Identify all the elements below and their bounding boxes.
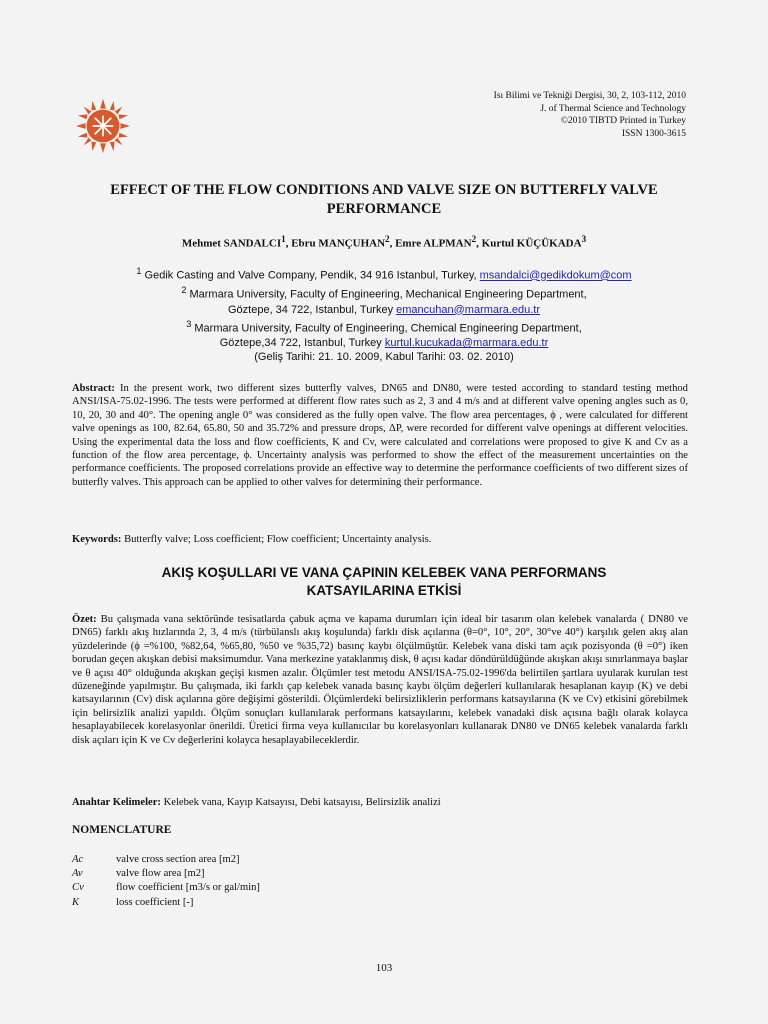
ozet-text: Bu çalışmada vana sektöründe tesisatlarda çabuk açma ve kapama durumları için ideal bir tasarım olan kelebek vanalarda ( DN80 ve DN65) farklı akış hızlarında 2, 3, 4 m/s (türbülanslı akış koşulunda) farklı disk açılarına (θ=0°, 10°, 20°, 30°ve 40°) karşılık gelen akış alan yüzdelerinde (ϕ =%100, %82,64, %65,80, %50 ve %35,72) basınç kaybı ölçülmüştür. Kelebek vana diski tam açık pozisyonda (θ =0°) iken borudan geçen akışkan debisi maksimumdur. Vana merkezine yataklanmış disk, θ açısı kadar döndürüldüğünde akışkan akışı sınırlanmaya başlar ve θ açısı 40° olduğunda akışkan geçişi kısmen azalır. Ölçümler test metodu ANSI/ISA-75.02-1996'da belirtilen şartlara uyularak kurulan test düzeneğinde yapılmıştır. Bu çalışmada, iki farklı çap kelebek vanada basınç kaybı ölçüm değerleri kullanılarak hesaplanan kayıp (K) ve debi katsayılarının (Cv) disk açılarına göre değişimi gösterildi. Ölçümlerdeki belirsizliklerin performans katsayılarına (K ve Cv) etkisini görebilmek için belirsizlik analizi yapıldı. Ölçüm sonuçları kullanılarak performans katsayılarını, kelebek vanadaki disk açısına bağlı olarak kolayca hesaplayabilecek korelasyonlar önerildi. Üretici firma veya kullanıcılar bu korelasyonları kullanarak DN80 ve DN65 kelebek vanalarda farklı disk açıları için K ve Cv değerlerini kolayca hesaplayabileceklerdir. (72, 614, 688, 746)
author-list: Mehmet SANDALCI$^1$, Ebru MANÇUHAN$^2$, Emre ALPMAN$^2$, Kurtul KÜÇÜKADA$^3$ (181, 234, 587, 250)
submission-dates: (Geliş Tarihi: 21. 10. 2009, Kabul Tarihi: 03. 02. 2010) (254, 351, 514, 363)
paper-title-line2: PERFORMANCE (326, 201, 442, 217)
nomenclature-desc: valve flow area [m2] (116, 868, 205, 880)
ozet-label: Özet: (72, 614, 97, 625)
affiliation-3 (60, 317, 708, 336)
nomenclature-desc: loss coefficient [-] (116, 896, 194, 908)
affiliation-2 (60, 283, 708, 302)
affil-text: Göztepe,34 722, Istanbul, Turkey (219, 337, 382, 350)
email-link[interactable]: emancuhan@marmara.edu.tr (396, 303, 540, 316)
journal-info (494, 90, 686, 140)
journal-issn: ISSN 1300-3615 (621, 128, 686, 139)
journal-name-en: J. of Thermal Science and Technology (540, 103, 686, 114)
turkish-title (60, 564, 708, 600)
paper-title (60, 181, 708, 219)
author-name: Emre ALPMAN (395, 237, 472, 250)
affiliation-3-cont (60, 336, 708, 351)
author-affil-sup: 2 (471, 234, 477, 244)
nomenclature-title: NOMENCLATURE (72, 824, 172, 836)
nomenclature-symbol: Av (72, 868, 83, 880)
turkish-title-line1: AKIŞ KOŞULLARI VE VANA ÇAPININ KELEBEK VANA PERFORMANS (161, 565, 607, 580)
abstract-text: In the present work, two different sizes butterfly valves, DN65 and DN80, were tested according to standard testing method ANSI/ISA-75.02-1996. The tests were performed at different flow rates such as 2, 3 and 4 m/s and at different valve opening angles such as 0, 10, 20, 30 and 40°. The opening angle 0° was considered as the fully open valve. The flow area percentages, ϕ , were calculated for different valve openings as 100, 82.64, 65.80, 50 and 35.72% and pressure drops, ΔP, were recorded for different valve openings at different velocities. Using the experimental data the loss and flow coefficients, K and Cv, were calculated and correlations were proposed to give K and Cv as a function of the flow area percentage, ϕ. Uncertainty analysis was performed to show the effect of the measurement uncertainties on the performance coefficients. The proposed correlations provide an effective way to determine the performance coefficients of two different sizes of butterfly valves. This approach can be applied to other valves for determining their performance. (72, 383, 688, 488)
affiliations (60, 264, 708, 351)
affil-text: Göztepe, 34 722, Istanbul, Turkey (227, 303, 394, 316)
nomenclature-symbol: Cv (72, 882, 84, 894)
nomenclature-row (72, 881, 260, 895)
page-number: 103 (375, 962, 393, 974)
affiliation-1 (60, 264, 708, 283)
nomenclature-row (72, 896, 260, 910)
keywords (72, 533, 688, 546)
anahtar-kelimeler (72, 796, 688, 809)
author-name: Mehmet SANDALCI (181, 237, 282, 250)
nomenclature-symbol: K (72, 896, 80, 908)
affil-text: Marmara University, Faculty of Engineering, Mechanical Engineering Department, (189, 288, 587, 301)
affiliation-2-cont (60, 303, 708, 318)
journal-logo-icon (74, 97, 132, 155)
nomenclature-row (72, 853, 260, 867)
affil-sup: 1 (136, 266, 142, 276)
anahtar-label: Anahtar Kelimeler: (72, 797, 161, 808)
email-link[interactable]: kurtul.kucukada@marmara.edu.tr (384, 337, 549, 350)
author-affil-sup: 3 (581, 234, 587, 244)
nomenclature-desc: flow coefficient [m3/s or gal/min] (116, 882, 260, 894)
journal-name-tr: Isı Bilimi ve Tekniği Dergisi, 30, 2, 103-112, 2010 (493, 91, 686, 101)
abstract-label: Abstract: (72, 383, 115, 394)
affil-text: Marmara University, Faculty of Engineering, Chemical Engineering Department, (194, 322, 582, 335)
affil-text: Gedik Casting and Valve Company, Pendik, 34 916 Istanbul, Turkey, (144, 269, 477, 282)
author-affil-sup: 1 (281, 234, 286, 244)
nomenclature-desc: valve cross section area [m2] (116, 854, 240, 865)
author-name: Kurtul KÜÇÜKADA (481, 237, 582, 250)
email-link[interactable]: msandalci@gedikdokum@com (479, 269, 632, 282)
keywords-label: Keywords: (72, 534, 122, 545)
abstract (72, 382, 688, 489)
affil-sup: 2 (181, 285, 187, 296)
keywords-text: Butterfly valve; Loss coefficient; Flow coefficient; Uncertainty analysis. (124, 534, 432, 545)
nomenclature-list (72, 853, 260, 910)
ozet (72, 613, 688, 747)
nomenclature-symbol: Ac (72, 854, 84, 865)
author-affil-sup: 2 (385, 234, 390, 244)
author-name: Ebru MANÇUHAN (291, 237, 386, 250)
anahtar-text: Kelebek vana, Kayıp Katsayısı, Debi katsayısı, Belirsizlik analizi (163, 797, 441, 808)
paper-title-line1: EFFECT OF THE FLOW CONDITIONS AND VALVE SIZE ON BUTTERFLY VALVE (110, 182, 658, 198)
turkish-title-line2: KATSAYILARINA ETKİSİ (306, 583, 462, 598)
affil-sup: 3 (186, 319, 192, 330)
nomenclature-row (72, 867, 260, 881)
journal-copyright: ©2010 TIBTD Printed in Turkey (560, 116, 686, 127)
